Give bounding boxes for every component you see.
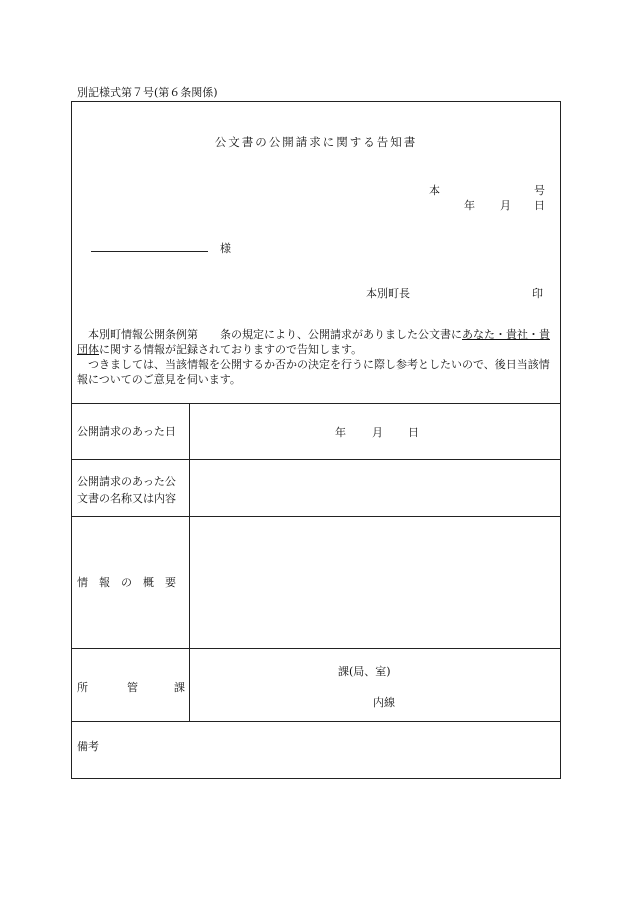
body-underlined-1: あなた・貴 [462, 328, 517, 341]
dept-section: 課(局、室) [338, 665, 391, 678]
sender-name: 本別町長 [366, 287, 410, 300]
row-divider [72, 403, 560, 404]
request-date-day: 日 [408, 426, 419, 439]
notice-body [77, 327, 550, 387]
body-underlined-2: 社・貴団体 [77, 328, 550, 356]
doc-name-label-line-2: 文書の名称又は内容 [77, 492, 176, 505]
dept-label-1: 所 [77, 681, 88, 694]
doc-number-prefix: 本 [429, 184, 440, 197]
row-divider [72, 459, 560, 460]
request-date-month: 月 [372, 426, 383, 439]
body-text-1: 本別町情報公開条例第 条の規定により、公開請求がありました公文書に [88, 328, 462, 341]
form-number-label: 別記様式第７号(第６条関係) [77, 86, 218, 99]
addressee-blank-line [91, 251, 208, 252]
date-day: 日 [534, 199, 545, 212]
remarks-label: 備考 [77, 740, 99, 753]
row-divider [72, 516, 560, 517]
date-month: 月 [500, 199, 511, 212]
doc-name-label-line-1: 公開請求のあった公 [77, 475, 176, 488]
doc-name-label [77, 473, 176, 507]
row-divider [72, 721, 560, 722]
row-divider [72, 648, 560, 649]
dept-label-3: 課 [174, 681, 185, 694]
dept-label-2: 管 [127, 681, 138, 694]
addressee-suffix: 様 [220, 242, 231, 255]
body-text-2: に関する情報が記録されておりますので告知します。 [99, 343, 363, 356]
date-year: 年 [464, 199, 475, 212]
label-column-divider [189, 403, 190, 721]
request-date-year: 年 [335, 426, 346, 439]
doc-number-suffix: 号 [534, 184, 545, 197]
body-text-3: つきましては、当該情報を公開するか否かの決定を行うに際し参考としたいので、後日当該情報についてのご意見を伺います。 [77, 358, 550, 386]
notice-form-frame [71, 101, 561, 779]
dept-extension: 内線 [373, 696, 395, 709]
seal-mark: 印 [532, 287, 543, 300]
request-date-label: 公開請求のあった日 [77, 425, 176, 438]
summary-label: 情 報 の 概 要 [77, 576, 176, 589]
document-title: 公文書の公開請求に関する告知書 [214, 135, 418, 149]
